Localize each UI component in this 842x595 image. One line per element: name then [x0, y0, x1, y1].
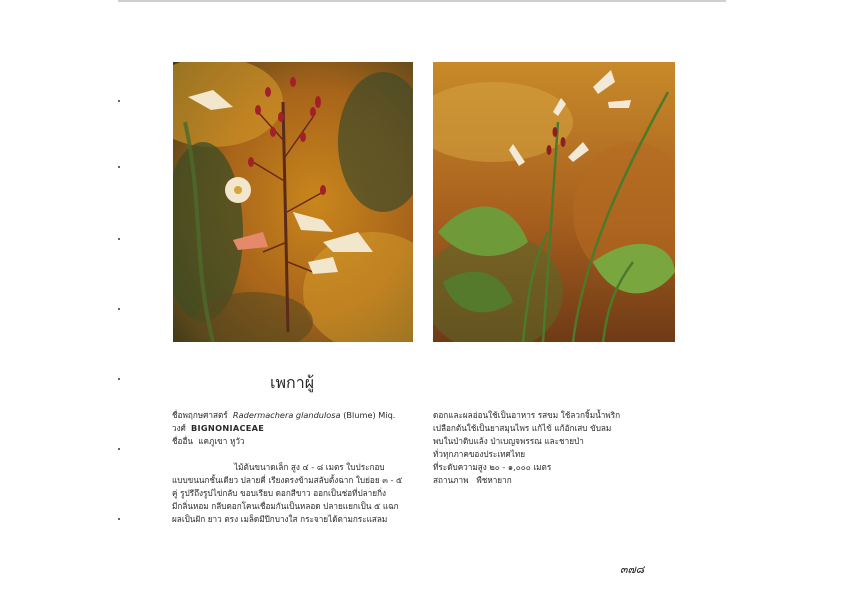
description-line: แบบขนนกชั้นเดียว ปลายคี่ เรียงตรงข้ามสลับตั้งฉาก ใบย่อย ๓ - ๕: [172, 475, 403, 485]
margin-mark: [118, 100, 120, 102]
family-name: BIGNONIACEAE: [191, 423, 265, 433]
status-label: สถานภาพ: [433, 475, 469, 485]
description-line: มีกลิ่นหอม กลีบดอกโคนเชื่อมกันเป็นหลอด ปลายแยกเป็น ๕ แฉก: [172, 501, 399, 511]
description-line: ไม้ต้นขนาดเล็ก สูง ๔ - ๘ เมตร ใบประกอบ: [234, 462, 385, 472]
right-text-column: [433, 409, 678, 487]
description-line: ผลเป็นฝัก ยาว ตรง เมล็ดมีปีกบางใส กระจายได้ตามกระแสลม: [172, 514, 388, 524]
habitat-line: ที่ระดับความสูง ๒๐ - ๑,๐๐๐ เมตร: [433, 462, 552, 472]
margin-mark: [118, 378, 120, 380]
other-names-line: [172, 435, 412, 448]
page-top-edge: [118, 0, 726, 2]
description-line: คู่ รูปรีถึงรูปไข่กลับ ขอบเรียบ ดอกสีขาว ออกเป็นช่อที่ปลายกิ่ง: [172, 488, 387, 498]
description-line: พบในป่าดิบแล้ง ป่าเบญจพรรณ และชายป่า: [433, 436, 584, 446]
margin-mark: [118, 238, 120, 240]
scientific-name-line: [172, 409, 412, 422]
plant-habit-photo: [433, 62, 675, 342]
scientific-label: ชื่อพฤกษศาสตร์: [172, 410, 228, 420]
status-line: [433, 474, 678, 487]
scientific-name: Radermachera glandulosa: [232, 410, 341, 420]
description-line: ทั่วทุกภาคของประเทศไทย: [433, 449, 526, 459]
margin-mark: [118, 308, 120, 310]
family-label: วงศ์: [172, 423, 186, 433]
other-names: แคภูเขา หูวัว: [198, 436, 245, 446]
margin-mark: [118, 518, 120, 520]
status-value: พืชหายาก: [476, 475, 512, 485]
flower-cluster-photo: [173, 62, 413, 342]
margin-mark: [118, 166, 120, 168]
authority: (Blume) Miq.: [343, 410, 396, 420]
description-line: ดอกและผลอ่อนใช้เป็นอาหาร รสขม ใช้ลวกจิ้มน้ำพริก: [433, 410, 621, 420]
margin-mark: [118, 448, 120, 450]
other-names-label: ชื่ออื่น: [172, 436, 193, 446]
page-number: ๓๗๘: [620, 563, 645, 576]
left-text-column: [172, 409, 412, 526]
family-line: [172, 422, 412, 435]
plant-thai-name: เพกาผู้: [270, 373, 315, 392]
description-line: เปลือกต้นใช้เป็นยาสมุนไพร แก้ไข้ แก้อักเสบ ขับลม: [433, 423, 612, 433]
